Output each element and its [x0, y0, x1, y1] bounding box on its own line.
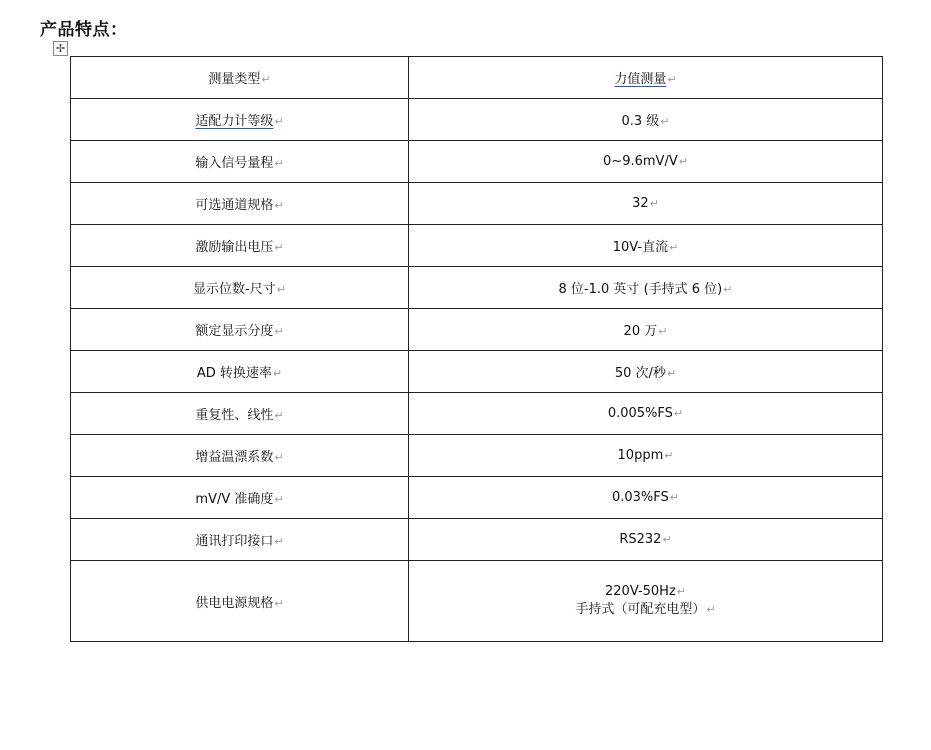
paragraph-mark-icon: ↵	[660, 115, 670, 128]
table-cell[interactable]	[71, 183, 409, 225]
paragraph-mark-icon: ↵	[276, 283, 286, 296]
table-cell[interactable]	[409, 309, 883, 351]
row-label: 通讯打印接口	[195, 534, 274, 549]
table-cell[interactable]	[409, 99, 883, 141]
row-label: mV/V 准确度	[195, 492, 274, 507]
table-row	[71, 141, 883, 183]
row-value: 0~9.6mV/V	[603, 154, 678, 169]
table-cell[interactable]	[71, 519, 409, 561]
table-move-handle-icon[interactable]: ✢	[53, 41, 68, 56]
header-col2-label: 力值测量	[614, 72, 667, 87]
table-cell[interactable]	[71, 351, 409, 393]
row-label: 可选通道规格	[195, 198, 274, 213]
page-heading: 产品特点：	[40, 20, 128, 40]
row-value: 0.3 级	[621, 114, 660, 129]
row-label: AD 转换速率	[196, 366, 272, 381]
paragraph-mark-icon: ↵	[274, 241, 284, 254]
paragraph-mark-icon: ↵	[664, 449, 674, 462]
paragraph-mark-icon: ↵	[274, 325, 284, 338]
table-row	[71, 351, 883, 393]
row-value: 50 次/秒	[614, 366, 666, 381]
paragraph-mark-icon: ↵	[274, 535, 284, 548]
paragraph-mark-icon: ↵	[706, 603, 716, 616]
paragraph-mark-icon: ↵	[274, 451, 284, 464]
paragraph-mark-icon: ↵	[274, 199, 284, 212]
header-col1-label: 测量类型	[208, 72, 261, 87]
paragraph-mark-icon: ↵	[274, 115, 284, 128]
row-value: 10ppm	[617, 448, 664, 463]
paragraph-mark-icon: ↵	[666, 367, 677, 380]
paragraph-mark-icon: ↵	[261, 73, 271, 86]
table-row	[71, 183, 883, 225]
row-value: 8 位-1.0 英寸 (手持式 6 位)	[558, 282, 723, 297]
table-row	[71, 393, 883, 435]
paragraph-mark-icon: ↵	[274, 596, 284, 610]
table-cell[interactable]	[71, 225, 409, 267]
row-label: 供电电源规格	[195, 595, 274, 611]
table-cell[interactable]	[71, 267, 409, 309]
table-cell[interactable]	[409, 57, 883, 99]
paragraph-mark-icon: ↵	[274, 493, 284, 506]
paragraph-mark-icon: ↵	[669, 241, 679, 254]
paragraph-mark-icon: ↵	[274, 157, 284, 170]
table-row	[71, 477, 883, 519]
table-cell[interactable]	[71, 435, 409, 477]
table-row	[71, 267, 883, 309]
table-cell[interactable]	[409, 351, 883, 393]
row-value-line	[413, 583, 878, 601]
spec-table	[70, 56, 883, 642]
row-value-line1: 220V-50Hz	[605, 584, 676, 599]
paragraph-mark-icon: ↵	[649, 197, 659, 210]
table-cell[interactable]	[71, 561, 409, 642]
table-row	[71, 225, 883, 267]
paragraph-mark-icon: ↵	[673, 407, 684, 420]
paragraph-mark-icon: ↵	[272, 367, 283, 380]
table-cell[interactable]	[71, 141, 409, 183]
table-cell[interactable]	[409, 477, 883, 519]
row-label: 激励输出电压	[195, 240, 274, 255]
table-cell[interactable]	[409, 267, 883, 309]
table-row	[71, 435, 883, 477]
table-cell[interactable]	[409, 141, 883, 183]
row-label: 适配力计等级	[195, 114, 274, 129]
table-cell[interactable]	[71, 57, 409, 99]
row-value: 20 万	[623, 324, 658, 339]
table-cell[interactable]	[71, 393, 409, 435]
row-label: 增益温漂系数	[195, 450, 274, 465]
row-value: 0.03%FS	[611, 490, 669, 505]
table-cell[interactable]	[409, 519, 883, 561]
table-cell[interactable]	[71, 309, 409, 351]
table-cell[interactable]	[71, 99, 409, 141]
row-label: 输入信号量程	[195, 156, 274, 171]
paragraph-mark-icon: ↵	[667, 73, 677, 86]
table-cell[interactable]	[409, 393, 883, 435]
table-cell[interactable]	[409, 225, 883, 267]
table-row	[71, 99, 883, 141]
row-value: 10V-直流	[612, 240, 669, 255]
row-label: 额定显示分度	[195, 324, 274, 339]
paragraph-mark-icon: ↵	[678, 155, 688, 168]
table-row-power-supply	[71, 561, 883, 642]
paragraph-mark-icon: ↵	[669, 491, 680, 504]
table-cell[interactable]	[409, 435, 883, 477]
row-value: 0.005%FS	[607, 406, 673, 421]
paragraph-mark-icon: ↵	[658, 325, 668, 338]
paragraph-mark-icon: ↵	[274, 409, 284, 422]
row-label: 显示位数-尺寸	[193, 282, 276, 297]
table-cell[interactable]	[409, 561, 883, 642]
row-value: RS232	[619, 532, 662, 547]
row-value-line2: 手持式（可配充电型）	[575, 602, 706, 617]
row-value-line	[413, 601, 878, 619]
table-cell[interactable]	[71, 477, 409, 519]
table-row	[71, 519, 883, 561]
table-cell[interactable]	[409, 183, 883, 225]
table-header-row	[71, 57, 883, 99]
paragraph-mark-icon: ↵	[723, 283, 733, 296]
table-row	[71, 309, 883, 351]
row-label: 重复性、线性	[195, 408, 274, 423]
paragraph-mark-icon: ↵	[676, 585, 686, 598]
row-value: 32	[632, 196, 649, 211]
paragraph-mark-icon: ↵	[662, 533, 672, 546]
